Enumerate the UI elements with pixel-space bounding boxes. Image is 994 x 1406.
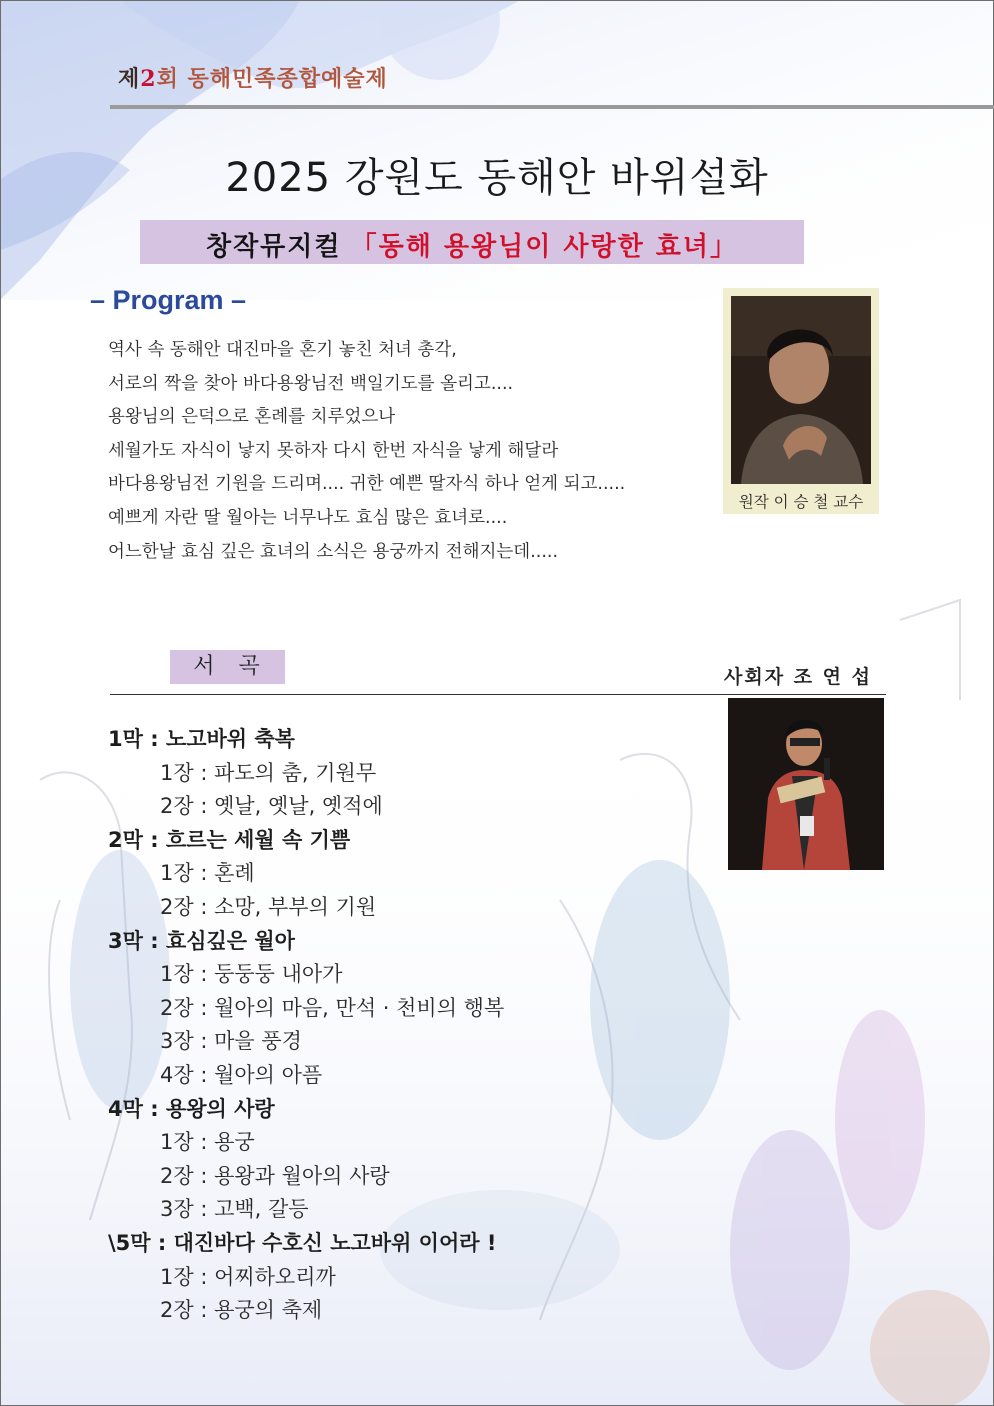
festival-number: 2 — [140, 66, 157, 92]
scene-item: 2장 : 용왕과 월아의 사랑 — [160, 1163, 390, 1188]
act-title: 3막 : 효심깊은 월아 — [108, 928, 295, 953]
section-rule — [110, 694, 886, 695]
scene-item: 1장 : 파도의 춤, 기원무 — [160, 760, 377, 785]
subtitle-lead: 창작뮤지컬 — [205, 232, 342, 262]
scene-item: 1장 : 둥둥둥 내아가 — [160, 962, 343, 987]
host-photo — [728, 698, 884, 870]
synopsis-line: 어느한날 효심 깊은 효녀의 소식은 용궁까지 전해지는데..... — [108, 541, 559, 562]
synopsis-line: 용왕님의 은덕으로 혼례를 치루었으나 — [108, 407, 396, 428]
scene-item: 3장 : 마을 풍경 — [160, 1029, 302, 1054]
scene-item: 2장 : 옛날, 옛날, 옛적에 — [160, 794, 383, 819]
scene-item: 1장 : 어찌하오리까 — [160, 1264, 336, 1289]
synopsis — [108, 336, 718, 571]
prelude-label: 서곡 — [170, 650, 285, 684]
scene-item: 2장 : 월아의 마음, 만석 · 천비의 행복 — [160, 995, 505, 1020]
header-rule — [110, 105, 994, 109]
host-label: 사회자 조 연 섭 — [724, 666, 872, 688]
scene-item: 2장 : 소망, 부부의 기원 — [160, 894, 377, 919]
page-title: 2025 강원도 동해안 바위설화 — [225, 155, 769, 201]
act-list — [108, 723, 728, 1328]
scene-item: 1장 : 용궁 — [160, 1130, 255, 1155]
synopsis-line: 세월가도 자식이 낳지 못하자 다시 한번 자식을 낳게 해달라 — [108, 440, 559, 461]
author-portrait-image — [731, 296, 871, 484]
act-title: \5막 : 대진바다 수호신 노고바위 이어라 ! — [108, 1230, 497, 1255]
act-title: 2막 : 흐르는 세월 속 기쁨 — [108, 827, 351, 852]
festival-label — [118, 62, 388, 93]
author-caption: 원작 이 승 철 교수 — [738, 493, 864, 511]
host-portrait-image — [728, 698, 884, 870]
act-title: 1막 : 노고바위 축복 — [108, 727, 295, 751]
synopsis-line: 서로의 짝을 찾아 바다용왕님전 백일기도를 올리고.... — [108, 373, 514, 394]
synopsis-line: 예쁘게 자란 딸 월아는 너무나도 효심 많은 효녀로.... — [108, 507, 508, 528]
festival-prefix: 제 — [118, 66, 141, 92]
scene-item: 1장 : 혼례 — [160, 861, 255, 886]
act-title: 4막 : 용왕의 사랑 — [108, 1096, 275, 1121]
subtitle-banner — [140, 220, 804, 264]
scene-item: 4장 : 월아의 아픔 — [160, 1062, 323, 1087]
program-heading: – Program – — [90, 285, 247, 315]
synopsis-line: 역사 속 동해안 대진마을 혼기 놓친 처녀 총각, — [108, 340, 457, 360]
festival-suffix: 회 동해민족종합예술제 — [156, 66, 388, 92]
scene-item: 3장 : 고백, 갈등 — [160, 1197, 309, 1222]
scene-item: 2장 : 용궁의 축제 — [160, 1298, 323, 1323]
author-card — [723, 288, 879, 514]
synopsis-line: 바다용왕님전 기원을 드리며.... 귀한 예쁜 딸자식 하나 얻게 되고..... — [108, 474, 626, 495]
author-photo — [731, 296, 871, 484]
subtitle-title: 「동해 용왕님이 사랑한 효녀」 — [350, 232, 739, 262]
